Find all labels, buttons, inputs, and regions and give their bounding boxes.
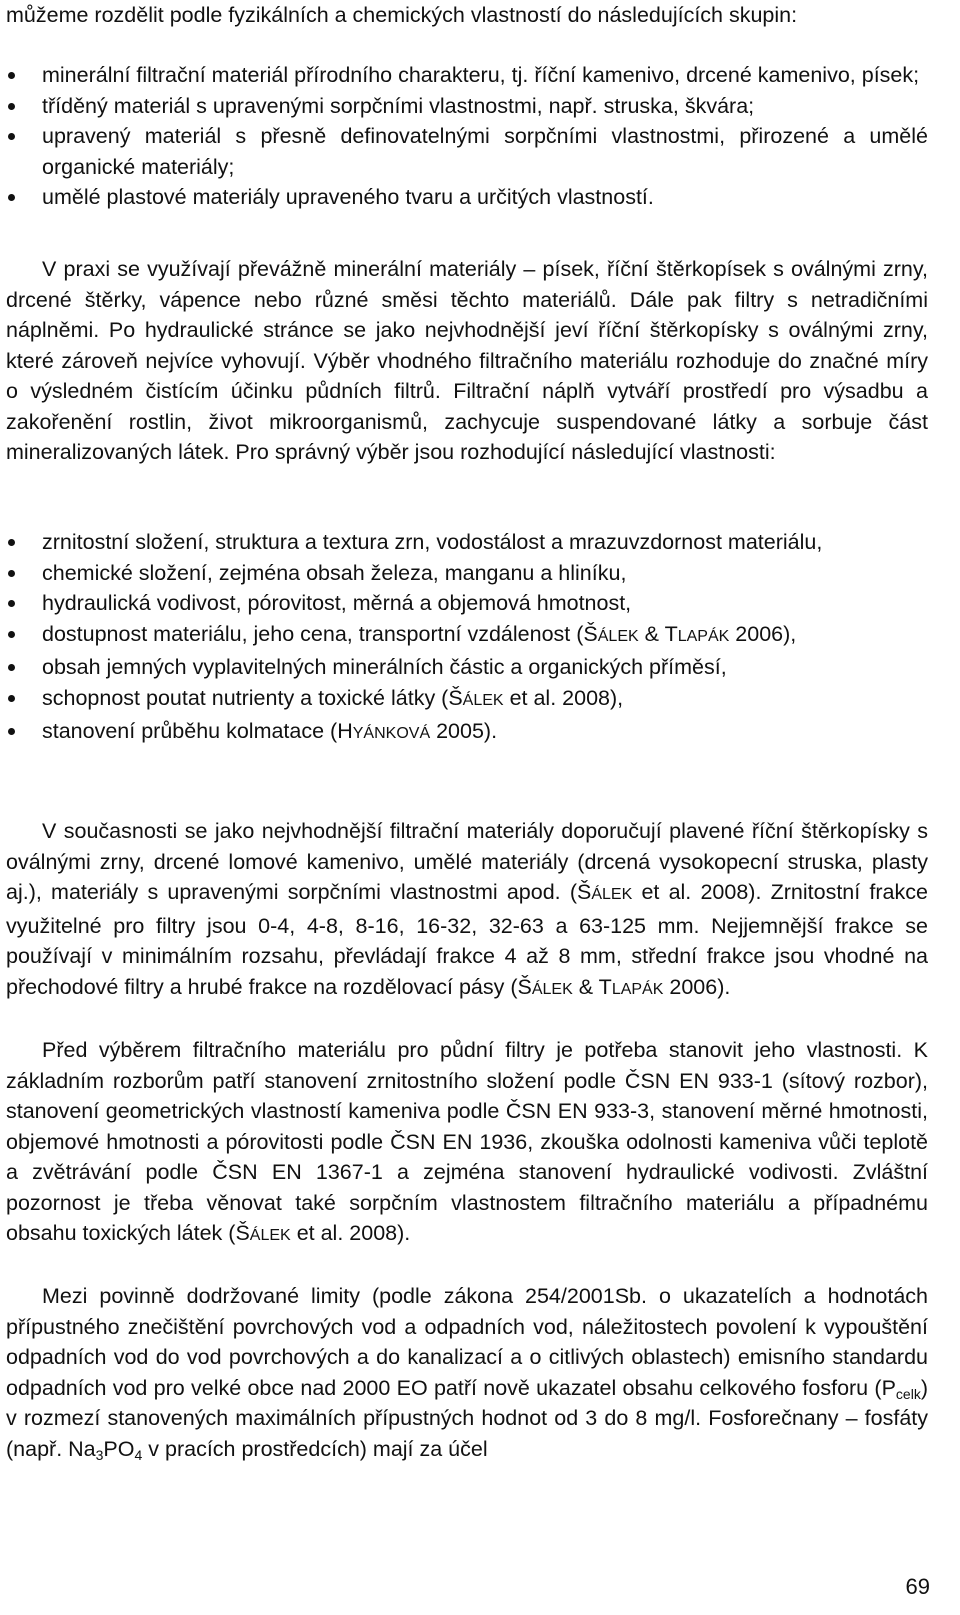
citation-year: et al. 2008). [290, 1221, 411, 1245]
analysis-paragraph [6, 1035, 928, 1252]
paragraph-text: ) v rozmezí stanovených maximálních přípustných hodnot od 3 do 8 mg/l. Fosforečnany – fosfáty (např. Na [6, 1375, 928, 1461]
list-item [6, 716, 822, 750]
citation-amp: & [572, 974, 599, 999]
citation-author: YÁNKOVÁ [352, 725, 431, 742]
paragraph-text: v pracích prostředcích) mají za účel [142, 1436, 488, 1461]
citation-author: LAPÁK [611, 980, 664, 998]
paragraph-text: Mezi povinně dodržované limity (podle zákona 254/2001Sb. o ukazatelích a hodnotách přípustného znečištění povrchových vod a odpadních vod, náležitostech povolení k vypouštění odpadních vod do vod povrchových a do kanalizací a o citlivých oblastech) emisního standardu odpadních vod pro velké obce nad 2000 EO patří nově ukazatel obsahu celkového fosforu (P [6, 1284, 928, 1400]
list-item [6, 683, 822, 717]
citation-year: 2005). [430, 719, 498, 743]
list-item: tříděný materiál s upravenými sorpčními vlastnostmi, např. struska, škvára; [6, 91, 928, 122]
citation-author: Š [576, 880, 592, 904]
citation-author: ÁLEK [249, 1227, 291, 1244]
paragraph-text: V současnosti se jako nejvhodnější filtrační materiály doporučují plavené říční štěrkopísky s oválnými zrny, drcené lomové kamenivo, umělé materiály (drcená vysokopecní struska, plasty aj.), materiály s upravenými sorpčními vlastnostmi apod. ( [6, 819, 928, 904]
list-item: zrnitostní složení, struktura a textura zrn, vodostálost a mrazuvzdornost materiálu, [6, 527, 822, 558]
material-groups-list [6, 60, 928, 213]
citation-year: 2006), [729, 621, 797, 646]
citation-author: ÁLEK [462, 691, 504, 709]
citation-author: ÁLEK [591, 886, 633, 903]
citation-author: H [337, 719, 353, 743]
paragraph-text: et al. 2008). Zrnitostní frakce využitelné pro filtry jsou 0-4, 4-8, 8-16, 16-32, 32-63 a 63-125 mm. Nejjemnější frakce se používají v minimálním rozsahu, převládají frakce 4 až 8 mm, střední frakce jsou vhodné na přechodové filtry a hrubé frakce na rozdělovací pásy ( [6, 880, 928, 999]
practice-paragraph: V praxi se využívají převážně minerální materiály – písek, říční štěrkopísek s oválnými zrny, drcené štěrky, vápence nebo různé směsi těchto materiálů. Dále pak filtry s netradičními náplněmi. Po hydraulické stránce se jako nejvhodnější jeví říční štěrkopísky s oválnými zrny, které zároveň nejvíce vyhovují. Výběr vhodného filtračního materiálu rozhoduje do značné míry o výsledném čistícím účinku půdních filtrů. Filtrační náplň vytváří prostředí pro výsadbu a zakořenění rostlin, život mikroorganismů, zachycuje suspendované látky a sorbuje část mineralizovaných látek. Pro správný výběr jsou rozhodující následující vlastnosti: [6, 257, 928, 464]
list-item: hydraulická vodivost, pórovitost, měrná a objemová hmotnost, [6, 588, 822, 619]
list-item: obsah jemných vyplavitelných minerálních částic a organických příměsí, [6, 652, 822, 683]
list-item: upravený materiál s přesně definovatelnými sorpčními vlastnostmi, přirozené a umělé organické materiály; [6, 121, 928, 182]
citation-amp: & [638, 621, 665, 646]
list-item: minerální filtrační materiál přírodního charakteru, tj. říční kamenivo, drcené kamenivo, písek; [6, 60, 928, 91]
list-item: umělé plastové materiály upraveného tvaru a určitých vlastností. [6, 182, 928, 213]
subscript: 4 [134, 1446, 143, 1463]
citation-author: LAPÁK [677, 627, 730, 645]
list-item: chemické složení, zejména obsah železa, manganu a hliníku, [6, 558, 822, 589]
page-number: 69 [905, 1574, 930, 1599]
citation-author: Š [517, 974, 532, 999]
properties-list [6, 527, 822, 750]
paragraph-text: PO [103, 1436, 135, 1461]
citation-author: T [664, 621, 678, 646]
citation-author: Š [235, 1221, 250, 1245]
citation-author: Š [583, 621, 598, 646]
list-item [6, 619, 822, 653]
list-item-text: schopnost poutat nutrienty a toxické látky ( [42, 685, 449, 710]
limits-paragraph [6, 1281, 928, 1464]
subscript: 3 [95, 1446, 104, 1463]
citation-author: ÁLEK [597, 627, 639, 645]
citation-author: T [598, 974, 612, 999]
citation-year: 2006). [663, 974, 731, 999]
subscript: celk [895, 1385, 921, 1402]
citation-author: ÁLEK [531, 980, 573, 998]
current-materials-paragraph [6, 816, 928, 1005]
list-item-text: dostupnost materiálu, jeho cena, transportní vzdálenost ( [42, 621, 584, 646]
intro-paragraph: můžeme rozdělit podle fyzikálních a chemických vlastností do následujících skupin: [6, 3, 798, 27]
list-item-text: stanovení průběhu kolmatace ( [42, 719, 338, 743]
citation-author: Š [448, 685, 463, 710]
citation-year: et al. 2008), [503, 685, 624, 710]
paragraph-text: Před výběrem filtračního materiálu pro půdní filtry je potřeba stanovit jeho vlastnosti. K základním rozborům patří stanovení zrnitostního složení podle ČSN EN 933-1 (sítový rozbor), stanovení geometrických vlastností kameniva podle ČSN EN 933-3, stanovení měrné hmotnosti, objemové hmotnosti a pórovitosti podle ČSN EN 1936, zkouška odolnosti kameniva vůči teplotě a zvětrávání podle ČSN EN 1367-1 a zejména stanovení hydraulické vodivosti. Zvláštní pozornost je třeba věnovat také sorpčním vlastnostem filtračního materiálu a případnému obsahu toxických látek ( [6, 1038, 928, 1245]
